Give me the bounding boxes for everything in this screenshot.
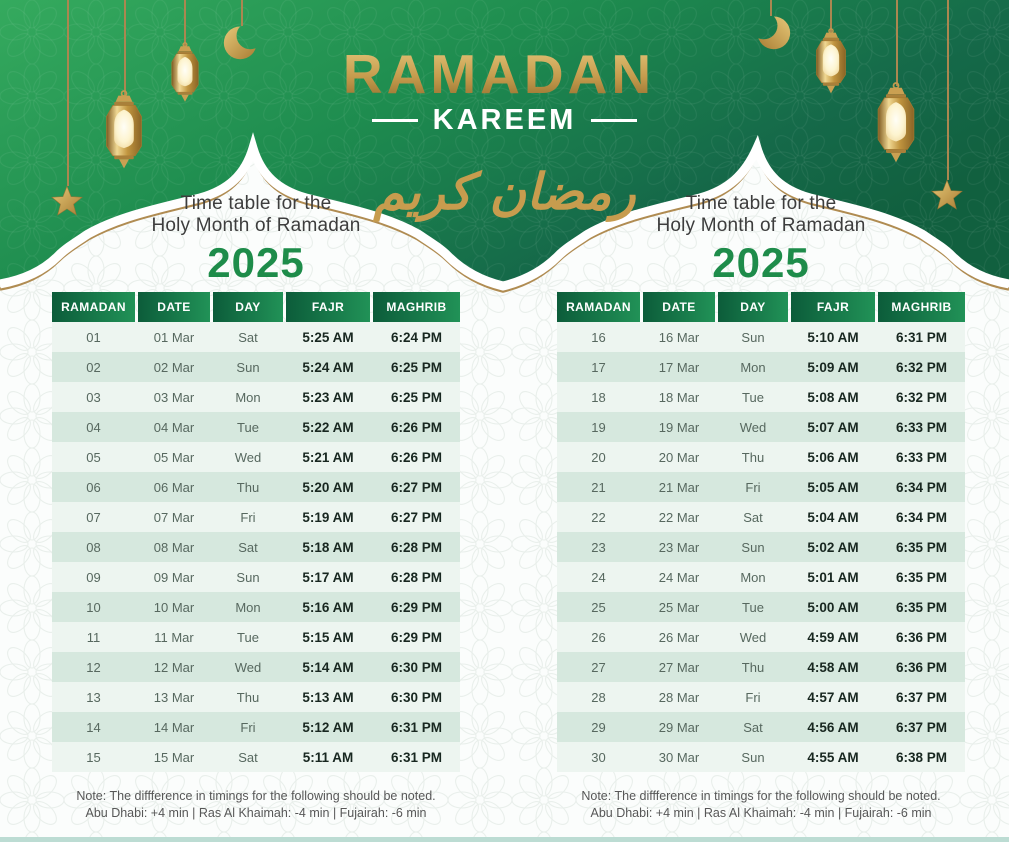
table-cell: 5:25 AM <box>302 329 354 345</box>
table-cell: 6:32 PM <box>895 389 948 405</box>
table-cell: 6:37 PM <box>895 719 948 735</box>
table-cell: 05 <box>86 449 101 465</box>
table-cell: 5:18 AM <box>302 539 354 555</box>
table-cell: 04 Mar <box>153 419 195 435</box>
table-cell: 6:28 PM <box>390 539 443 555</box>
table-cell: Thu <box>236 689 260 705</box>
table-cell: 5:15 AM <box>302 629 354 645</box>
note-right <box>557 788 965 822</box>
table-cell: 18 Mar <box>658 389 700 405</box>
table-row <box>557 682 965 712</box>
table-row <box>557 742 965 772</box>
lantern-string-left-2 <box>184 0 186 46</box>
panel-heading-line1: Time table for the <box>685 193 837 214</box>
table-cell: 14 Mar <box>153 719 195 735</box>
table-cell: 02 Mar <box>153 359 195 375</box>
table-cell: 5:05 AM <box>807 479 859 495</box>
table-cell: 6:28 PM <box>390 569 443 585</box>
page-subtitle-row <box>0 104 1009 137</box>
table-cell: 20 Mar <box>658 449 700 465</box>
hanging-lantern-icon <box>812 28 850 98</box>
panel-heading-right <box>557 193 965 286</box>
table-cell: 25 <box>591 599 606 615</box>
table-cell: 5:01 AM <box>807 569 859 585</box>
footer-strip <box>0 837 1009 842</box>
table-cell: 12 Mar <box>153 659 195 675</box>
table-cell: 30 Mar <box>658 749 700 765</box>
table-cell: 5:13 AM <box>302 689 354 705</box>
table-cell: 5:20 AM <box>302 479 354 495</box>
table-cell: Sat <box>743 719 763 735</box>
table-cell: 17 Mar <box>658 359 700 375</box>
table-cell: 6:36 PM <box>895 659 948 675</box>
table-cell: 6:31 PM <box>390 719 443 735</box>
table-cell: Thu <box>236 479 260 495</box>
table-cell: Mon <box>235 599 261 615</box>
table-header-row <box>52 292 460 322</box>
table-cell: 6:36 PM <box>895 629 948 645</box>
table-cell: 27 <box>591 659 606 675</box>
table-cell: 25 Mar <box>658 599 700 615</box>
table-cell: 15 <box>86 749 101 765</box>
table-cell: 06 Mar <box>153 479 195 495</box>
table-cell: 03 <box>86 389 101 405</box>
table-cell: 6:35 PM <box>895 569 948 585</box>
table-row <box>557 622 965 652</box>
table-cell: 6:33 PM <box>895 449 948 465</box>
note-line1: Note: The diffference in timings for the following should be noted. <box>581 789 941 803</box>
crescent-moon-icon <box>752 12 792 52</box>
table-row <box>52 442 460 472</box>
table-header-row <box>557 292 965 322</box>
table-row <box>52 622 460 652</box>
table-cell: 29 <box>591 719 606 735</box>
kareem-dash-right <box>591 119 637 122</box>
table-cell: Tue <box>237 419 259 435</box>
table-cell: 6:31 PM <box>390 749 443 765</box>
note-line2: Abu Dhabi: +4 min | Ras Al Khaimah: -4 min | Fujairah: -6 min <box>590 806 932 820</box>
table-cell: Sun <box>741 539 765 555</box>
table-cell: 23 Mar <box>658 539 700 555</box>
table-cell: 6:26 PM <box>390 449 443 465</box>
table-cell: 6:30 PM <box>390 659 443 675</box>
table-cell: 08 <box>86 539 101 555</box>
table-cell: 11 <box>86 629 101 645</box>
table-cell: 5:04 AM <box>807 509 859 525</box>
column-header: DAY <box>718 292 788 322</box>
table-cell: 5:19 AM <box>302 509 354 525</box>
table-cell: Wed <box>234 659 262 675</box>
table-row <box>52 592 460 622</box>
table-row <box>557 652 965 682</box>
table-cell: 6:32 PM <box>895 359 948 375</box>
table-cell: 6:35 PM <box>895 539 948 555</box>
table-cell: 20 <box>591 449 606 465</box>
table-cell: 30 <box>591 749 606 765</box>
table-cell: 5:22 AM <box>302 419 354 435</box>
timetable-left <box>52 292 460 772</box>
table-row <box>557 562 965 592</box>
table-cell: 4:59 AM <box>807 629 859 645</box>
table-cell: 6:38 PM <box>895 749 948 765</box>
panel-heading-line2: Holy Month of Ramadan <box>656 215 866 236</box>
table-cell: 26 <box>591 629 606 645</box>
table-cell: 22 Mar <box>658 509 700 525</box>
ramadan-calligraphy: رمضان كريم <box>373 163 636 221</box>
table-cell: 26 Mar <box>658 629 700 645</box>
table-cell: 6:30 PM <box>390 689 443 705</box>
column-header: FAJR <box>791 292 875 322</box>
table-cell: 28 <box>591 689 606 705</box>
table-cell: 5:08 AM <box>807 389 859 405</box>
panel-heading-line1: Time table for the <box>180 193 332 214</box>
table-cell: 07 <box>86 509 101 525</box>
table-cell: 04 <box>86 419 101 435</box>
table-cell: 09 <box>86 569 101 585</box>
table-cell: 6:26 PM <box>390 419 443 435</box>
table-cell: 09 Mar <box>153 569 195 585</box>
table-cell: 24 Mar <box>658 569 700 585</box>
table-cell: 11 Mar <box>154 629 194 645</box>
table-cell: Mon <box>740 569 766 585</box>
column-header: RAMADAN <box>557 292 640 322</box>
page-title: RAMADAN <box>342 43 656 105</box>
lantern-string-right-2 <box>896 0 898 86</box>
table-cell: 6:33 PM <box>895 419 948 435</box>
kareem-dash-left <box>372 119 418 122</box>
panel-year: 2025 <box>207 239 305 286</box>
table-cell: 10 <box>86 599 101 615</box>
table-cell: 6:34 PM <box>895 509 948 525</box>
table-cell: Fri <box>745 479 761 495</box>
table-cell: 19 Mar <box>658 419 700 435</box>
table-cell: 01 <box>86 329 101 345</box>
panel-heading-line2: Holy Month of Ramadan <box>151 215 361 236</box>
table-cell: Sun <box>741 749 765 765</box>
table-cell: Tue <box>237 629 259 645</box>
table-cell: 06 <box>86 479 101 495</box>
table-row <box>52 742 460 772</box>
table-cell: 5:11 AM <box>302 749 354 765</box>
table-cell: Fri <box>240 509 256 525</box>
table-row <box>557 592 965 622</box>
table-cell: 6:29 PM <box>390 599 443 615</box>
table-cell: 5:02 AM <box>807 539 859 555</box>
table-cell: 5:14 AM <box>302 659 354 675</box>
table-row <box>557 472 965 502</box>
table-cell: Wed <box>234 449 262 465</box>
table-cell: 13 <box>86 689 101 705</box>
table-body <box>557 322 965 772</box>
table-row <box>557 322 965 352</box>
table-cell: Mon <box>740 359 766 375</box>
table-cell: Sat <box>238 329 258 345</box>
table-cell: 6:25 PM <box>390 389 443 405</box>
column-header: FAJR <box>286 292 370 322</box>
table-cell: 18 <box>591 389 606 405</box>
table-row <box>52 682 460 712</box>
table-cell: 5:09 AM <box>807 359 859 375</box>
table-row <box>52 472 460 502</box>
table-cell: 22 <box>591 509 606 525</box>
table-cell: 6:31 PM <box>895 329 948 345</box>
table-row <box>52 352 460 382</box>
table-cell: Sat <box>238 539 258 555</box>
timetable-right <box>557 292 965 772</box>
table-cell: 08 Mar <box>153 539 195 555</box>
hanging-lantern-icon <box>167 42 203 106</box>
table-cell: 02 <box>86 359 101 375</box>
table-cell: 14 <box>86 719 101 735</box>
table-cell: Thu <box>741 659 765 675</box>
table-cell: 6:27 PM <box>390 509 443 525</box>
table-cell: 5:23 AM <box>302 389 354 405</box>
table-cell: 6:29 PM <box>390 629 443 645</box>
table-cell: 5:24 AM <box>302 359 354 375</box>
table-cell: 28 Mar <box>658 689 700 705</box>
table-cell: 5:21 AM <box>302 449 354 465</box>
table-cell: 5:06 AM <box>807 449 859 465</box>
table-cell: Thu <box>741 449 765 465</box>
table-row <box>557 352 965 382</box>
table-cell: Sat <box>238 749 258 765</box>
table-row <box>52 322 460 352</box>
table-cell: 15 Mar <box>153 749 195 765</box>
table-cell: 19 <box>591 419 606 435</box>
table-row <box>557 532 965 562</box>
table-cell: 16 Mar <box>658 329 700 345</box>
table-cell: 13 Mar <box>153 689 195 705</box>
table-cell: 5:00 AM <box>807 599 859 615</box>
table-cell: 05 Mar <box>153 449 195 465</box>
table-cell: 6:35 PM <box>895 599 948 615</box>
table-cell: 01 Mar <box>153 329 195 345</box>
table-cell: 5:12 AM <box>302 719 354 735</box>
column-header: DAY <box>213 292 283 322</box>
table-row <box>557 382 965 412</box>
table-cell: Sun <box>236 569 260 585</box>
panel-heading-left <box>52 193 460 286</box>
table-row <box>557 442 965 472</box>
table-cell: 03 Mar <box>153 389 195 405</box>
table-cell: 4:57 AM <box>807 689 859 705</box>
page-subtitle: KAREEM <box>432 104 577 136</box>
table-cell: 5:10 AM <box>807 329 859 345</box>
column-header: RAMADAN <box>52 292 135 322</box>
column-header: DATE <box>138 292 210 322</box>
table-cell: 12 <box>86 659 101 675</box>
table-cell: 5:07 AM <box>807 419 859 435</box>
note-line1: Note: The diffference in timings for the following should be noted. <box>76 789 436 803</box>
table-cell: Tue <box>742 599 764 615</box>
table-cell: 6:25 PM <box>390 359 443 375</box>
table-cell: 6:27 PM <box>390 479 443 495</box>
table-cell: 10 Mar <box>153 599 195 615</box>
table-cell: 5:17 AM <box>302 569 354 585</box>
table-cell: Sun <box>236 359 260 375</box>
table-cell: Mon <box>235 389 261 405</box>
table-cell: 6:34 PM <box>895 479 948 495</box>
table-row <box>52 502 460 532</box>
table-row <box>52 562 460 592</box>
table-cell: 21 Mar <box>658 479 700 495</box>
table-cell: Wed <box>739 629 767 645</box>
column-header: MAGHRIB <box>373 292 460 322</box>
table-row <box>557 412 965 442</box>
note-line2: Abu Dhabi: +4 min | Ras Al Khaimah: -4 min | Fujairah: -6 min <box>85 806 427 820</box>
table-cell: Wed <box>739 419 767 435</box>
table-body <box>52 322 460 772</box>
panel-year: 2025 <box>712 239 810 286</box>
crescent-moon-icon <box>222 22 262 62</box>
table-cell: 24 <box>591 569 606 585</box>
table-cell: 07 Mar <box>153 509 195 525</box>
table-cell: Sat <box>743 509 763 525</box>
table-row <box>52 532 460 562</box>
table-row <box>52 382 460 412</box>
table-cell: 21 <box>591 479 606 495</box>
table-cell: 4:58 AM <box>807 659 859 675</box>
table-cell: Fri <box>240 719 256 735</box>
column-header: MAGHRIB <box>878 292 965 322</box>
table-row <box>557 712 965 742</box>
note-left <box>52 788 460 822</box>
table-cell: Tue <box>742 389 764 405</box>
table-row <box>52 412 460 442</box>
table-cell: 16 <box>591 329 606 345</box>
table-cell: 4:56 AM <box>807 719 859 735</box>
table-row <box>52 652 460 682</box>
table-cell: Sun <box>741 329 765 345</box>
table-cell: 6:37 PM <box>895 689 948 705</box>
table-cell: 29 Mar <box>658 719 700 735</box>
table-row <box>557 502 965 532</box>
table-cell: 5:16 AM <box>302 599 354 615</box>
table-cell: 27 Mar <box>658 659 700 675</box>
table-cell: 4:55 AM <box>807 749 859 765</box>
column-header: DATE <box>643 292 715 322</box>
table-cell: Fri <box>745 689 761 705</box>
table-cell: 23 <box>591 539 606 555</box>
table-row <box>52 712 460 742</box>
table-cell: 17 <box>591 359 606 375</box>
table-cell: 6:24 PM <box>390 329 443 345</box>
lantern-string-left-1 <box>124 0 126 96</box>
